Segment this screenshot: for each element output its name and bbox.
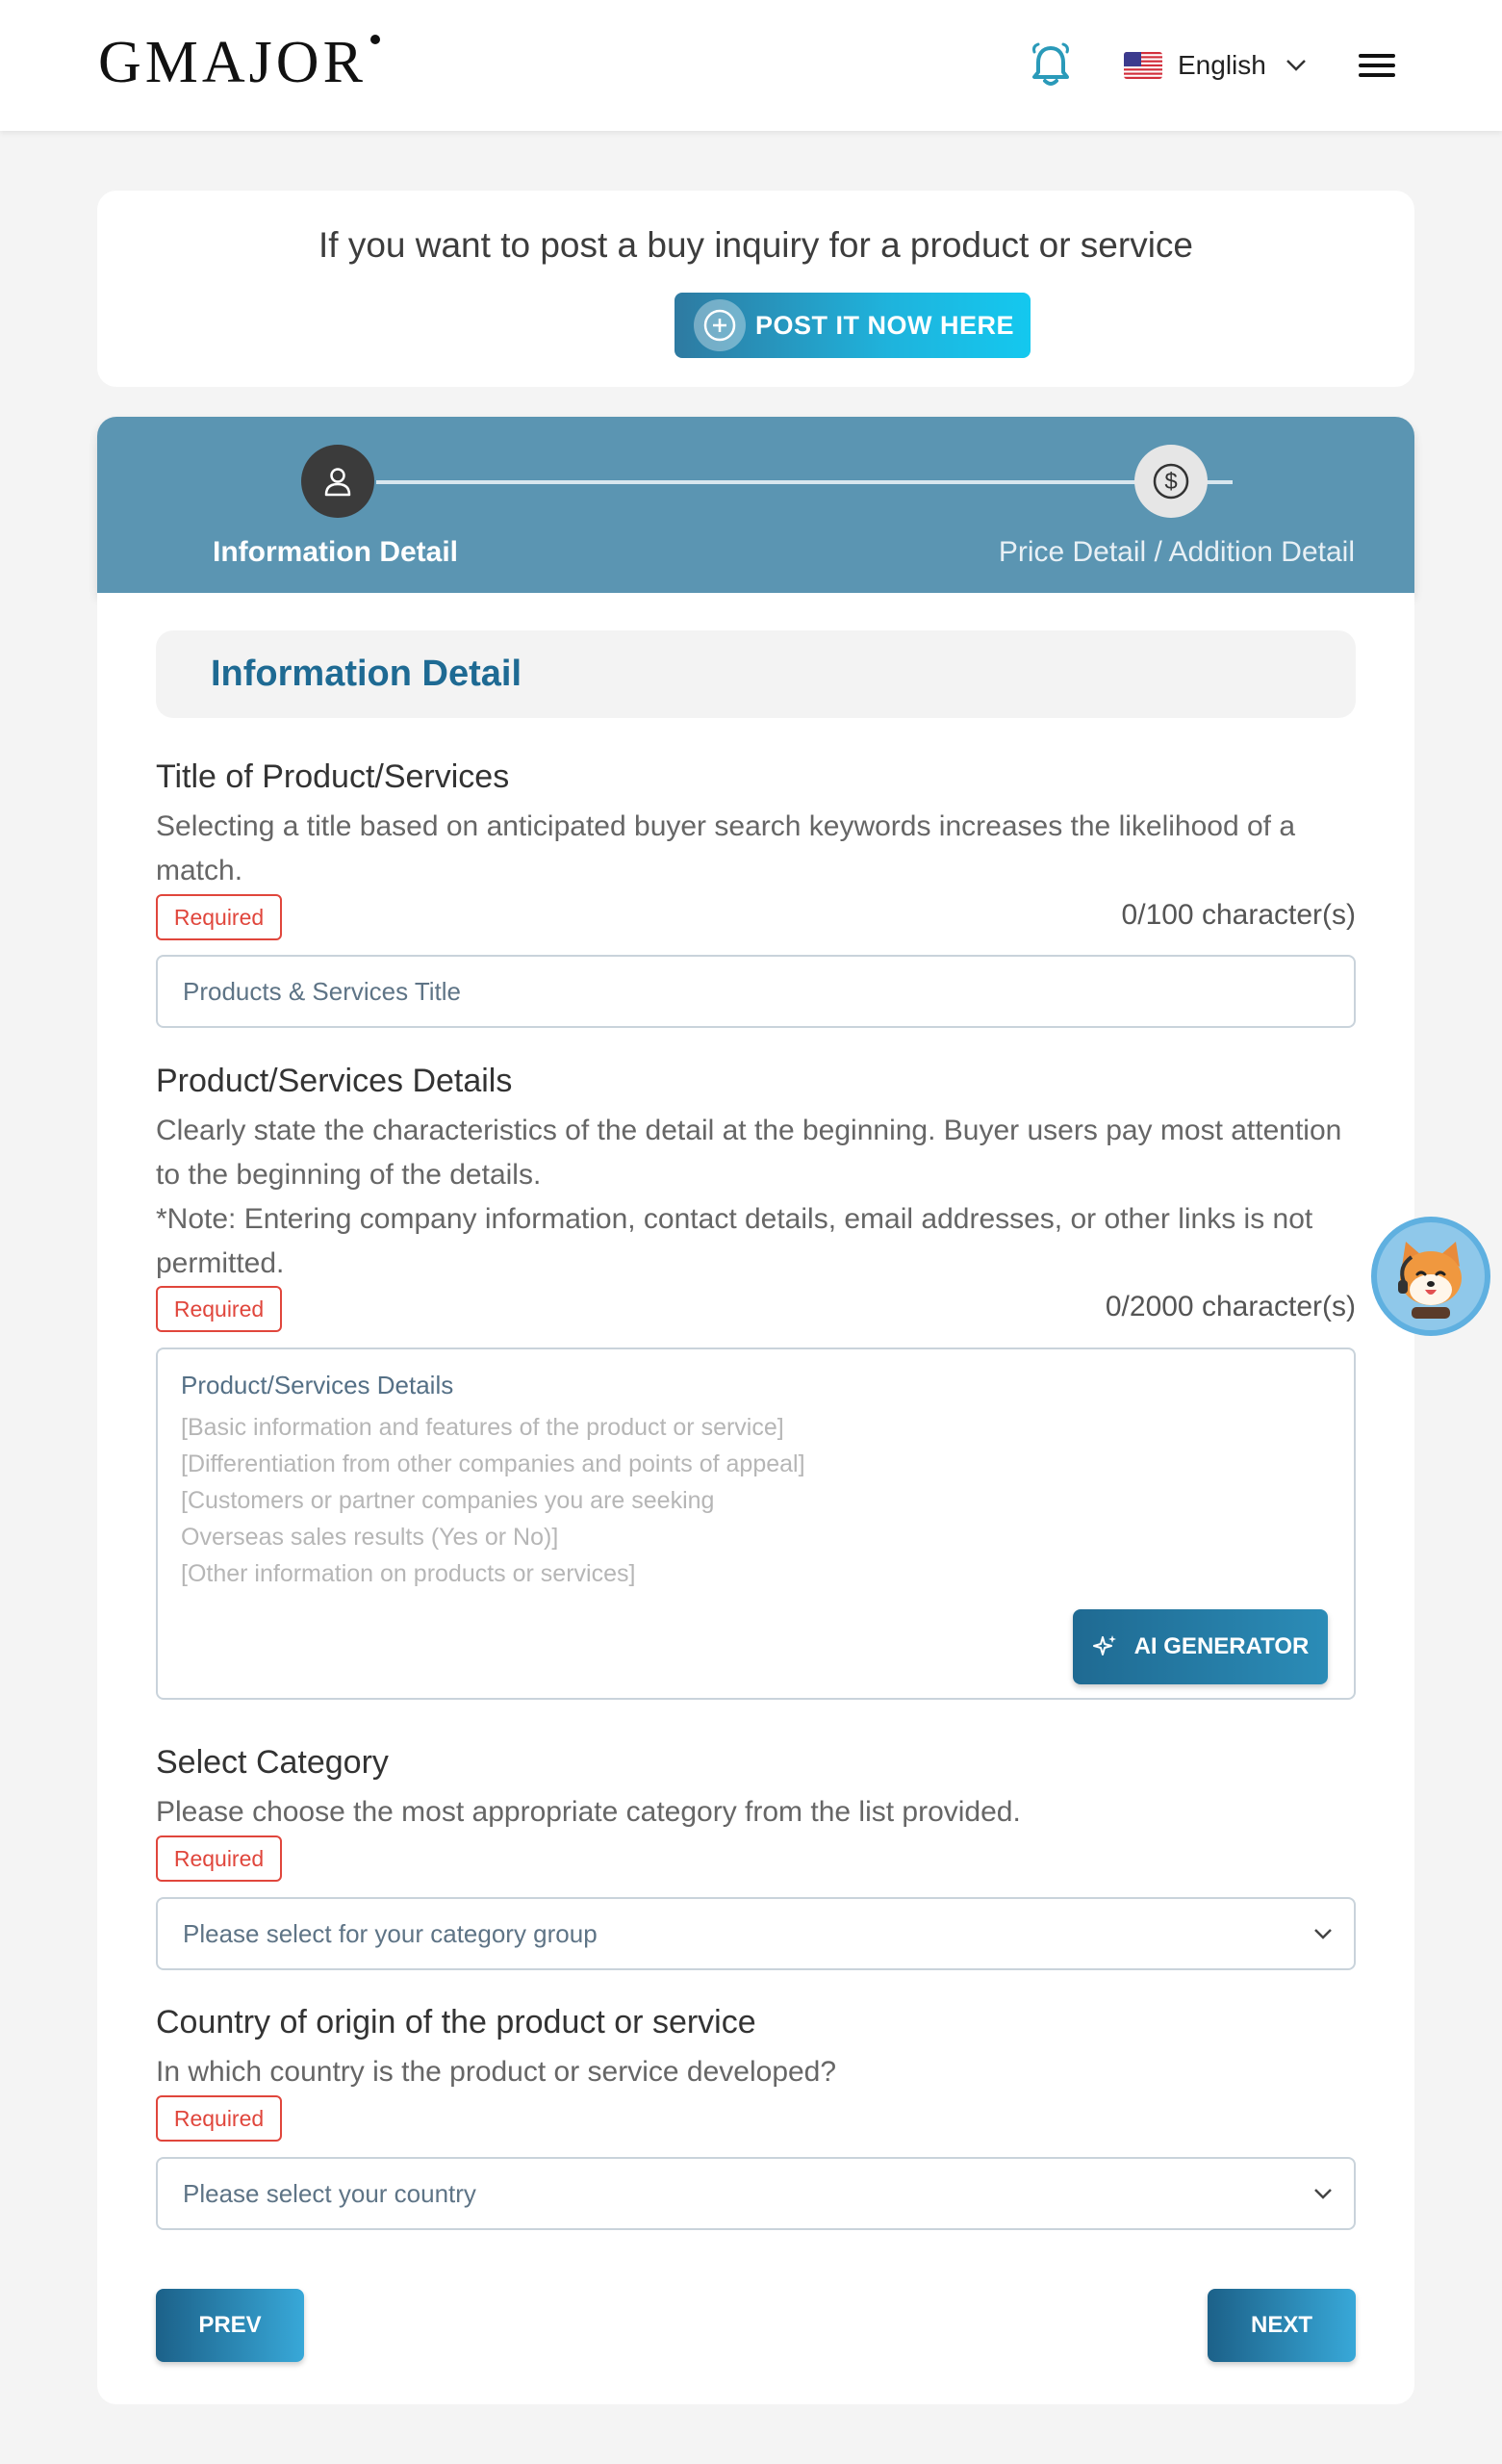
title-field-label: Title of Product/Services [156, 758, 510, 795]
step-information-detail-label: Information Detail [213, 536, 459, 568]
ai-generator-label: AI GENERATOR [1133, 1633, 1310, 1659]
category-field-description: Please choose the most appropriate category from the list provided. [156, 1796, 1021, 1828]
hamburger-menu-icon[interactable] [1359, 50, 1395, 81]
details-field-description: Clearly state the characteristics of the detail at the beginning. Buyer users pay most attention to the beginning of the details. [156, 1115, 1342, 1191]
plus-circle-icon [694, 299, 746, 351]
placeholder-line: [Basic information and features of the product or service] [181, 1414, 784, 1441]
sparkle-icon [1092, 1633, 1119, 1660]
placeholder-line: [Differentiation from other companies and points of appeal] [181, 1450, 805, 1477]
post-it-now-button[interactable] [675, 293, 1031, 358]
country-field-label: Country of origin of the product or service [156, 2004, 756, 2040]
dollar-icon[interactable] [1134, 445, 1208, 518]
language-label: English [1178, 50, 1266, 80]
section-title: Information Detail [156, 630, 1356, 718]
title-field-description: Selecting a title based on anticipated buyer search keywords increases the likelihood of a match. [156, 810, 1296, 886]
gmajor-logo[interactable] [98, 29, 367, 97]
information-detail-form [97, 593, 1414, 2404]
ai-generator-button[interactable] [1073, 1609, 1328, 1684]
stepper-line [376, 480, 1233, 484]
details-char-counter: 0/2000 character(s) [1105, 1291, 1356, 1322]
placeholder-line: Overseas sales results (Yes or No)] [181, 1524, 559, 1551]
top-header [0, 0, 1502, 131]
details-textarea[interactable] [156, 1348, 1356, 1700]
details-field-label: Product/Services Details [156, 1063, 513, 1099]
chevron-down-icon [1313, 1928, 1333, 1941]
logo-dot [370, 35, 380, 44]
shiba-dog-support-icon[interactable] [1371, 1217, 1490, 1336]
country-select-placeholder: Please select your country [183, 2178, 476, 2208]
logo-text: GMAJOR [98, 30, 367, 95]
language-selector[interactable] [1124, 44, 1307, 87]
prev-button[interactable]: PREV [156, 2289, 304, 2362]
user-icon[interactable] [301, 445, 374, 518]
category-field-label: Select Category [156, 1744, 389, 1781]
bell-icon[interactable] [1030, 42, 1072, 89]
step-price-detail-label: Price Detail / Addition Detail [998, 536, 1355, 568]
svg-text:$: $ [1164, 469, 1178, 495]
country-select[interactable] [156, 2157, 1356, 2230]
category-select[interactable] [156, 1897, 1356, 1970]
required-badge: Required [156, 2095, 282, 2142]
category-select-placeholder: Please select for your category group [183, 1918, 598, 1948]
post-it-now-label: POST IT NOW HERE [755, 310, 1015, 340]
buy-inquiry-text: If you want to post a buy inquiry for a product or service [318, 225, 1193, 265]
title-char-counter: 0/100 character(s) [1121, 899, 1356, 931]
details-field-note: *Note: Entering company information, contact details, email addresses, or other links is not permitted. [156, 1203, 1313, 1279]
required-badge: Required [156, 1286, 282, 1332]
next-button[interactable]: NEXT [1208, 2289, 1356, 2362]
required-badge: Required [156, 894, 282, 940]
us-flag-icon [1124, 52, 1162, 79]
details-placeholder-title: Product/Services Details [181, 1371, 454, 1399]
chevron-down-icon [1286, 59, 1307, 72]
title-input[interactable] [156, 955, 1356, 1028]
chevron-down-icon [1313, 2188, 1333, 2201]
details-placeholder-lines [181, 1409, 805, 1592]
title-input-placeholder: Products & Services Title [183, 976, 461, 1006]
required-badge: Required [156, 1835, 282, 1882]
placeholder-line: [Other information on products or services] [181, 1560, 636, 1587]
progress-stepper [97, 417, 1414, 593]
buy-inquiry-card [97, 191, 1414, 387]
country-field-description: In which country is the product or service developed? [156, 2056, 837, 2088]
placeholder-line: [Customers or partner companies you are seeking [181, 1487, 715, 1514]
